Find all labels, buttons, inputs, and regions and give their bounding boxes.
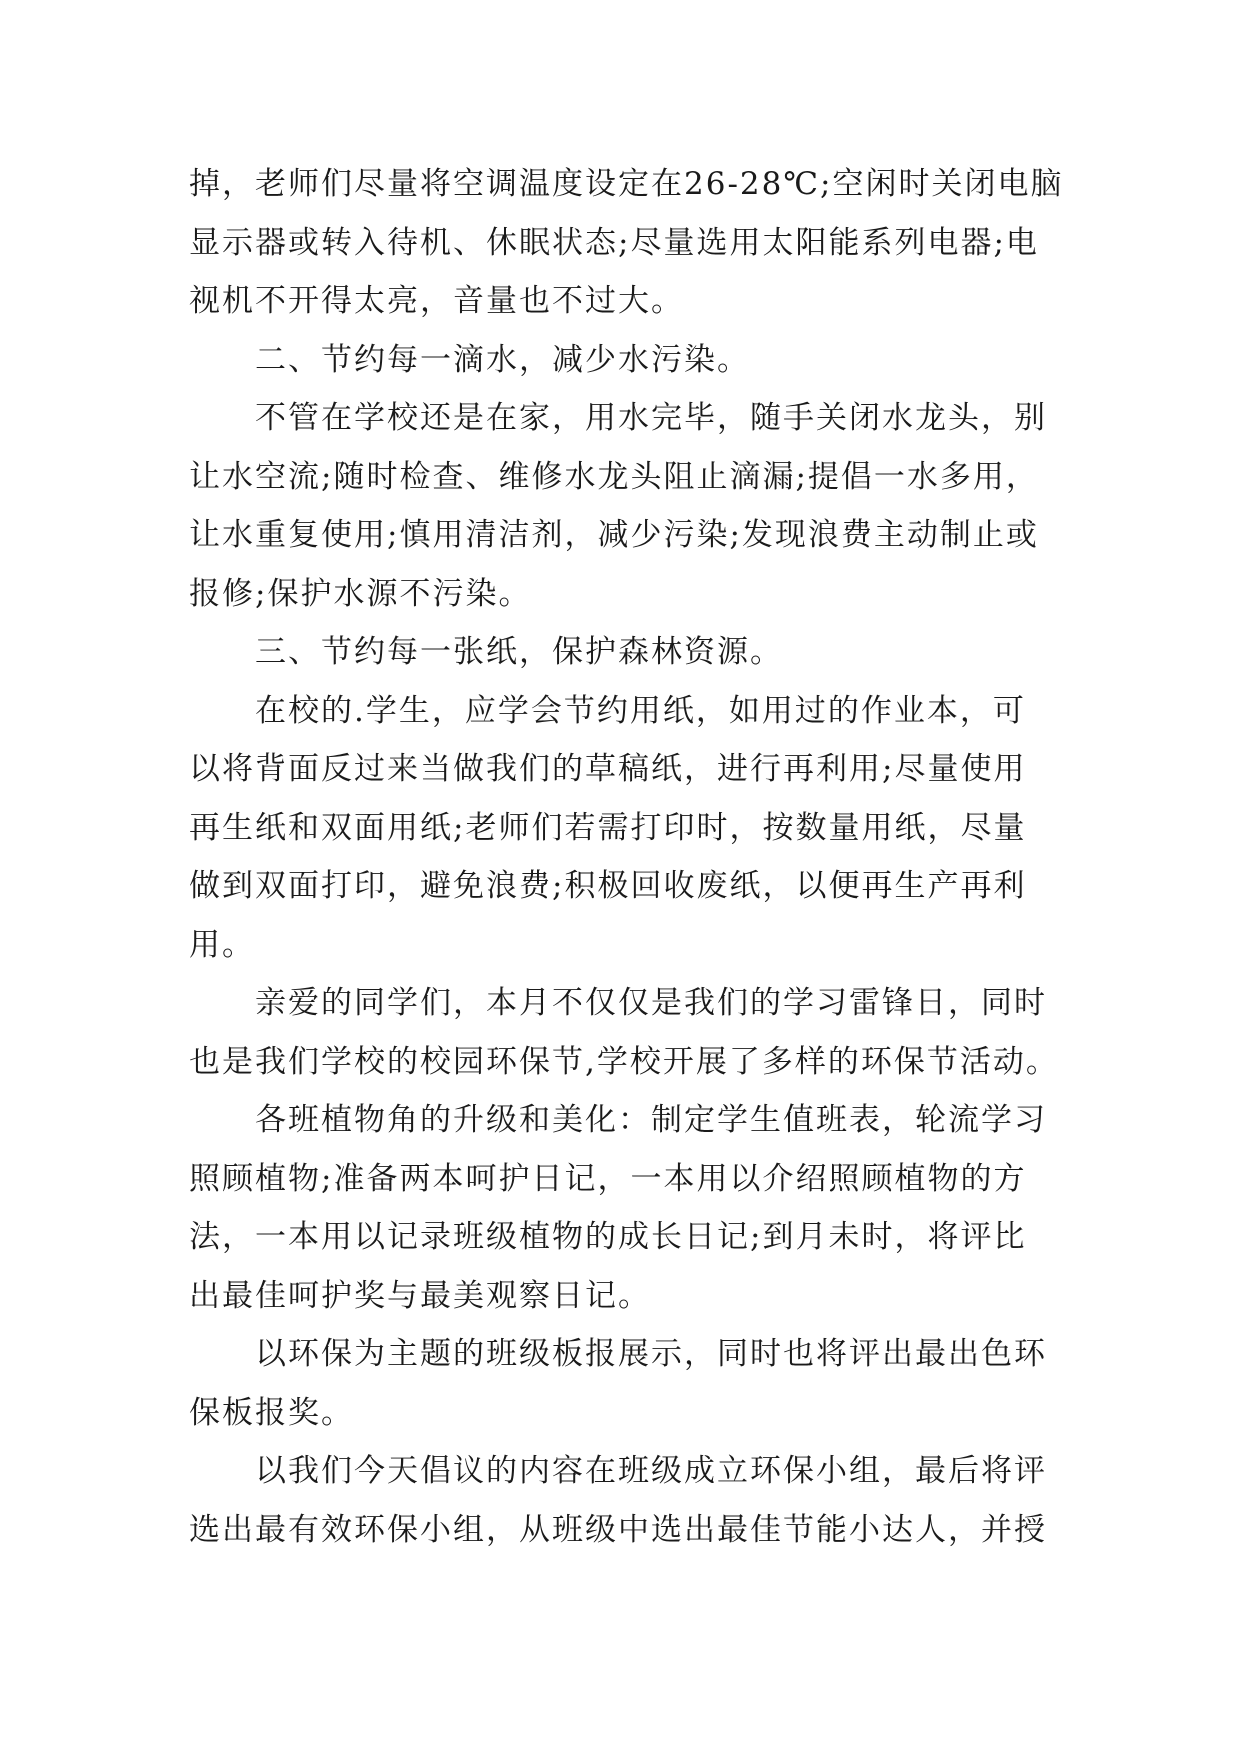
text-line: 保板报奖。 bbox=[189, 1394, 354, 1431]
text-line: 掉，老师们尽量将空调温度设定在26-28℃;空闲时关闭电脑 bbox=[189, 166, 1064, 202]
text-line: 让水空流;随时检查、维修水龙头阻止滴漏;提倡一水多用， bbox=[189, 458, 1039, 495]
text-line: 以将背面反过来当做我们的草稿纸，进行再利用;尽量使用 bbox=[189, 751, 1027, 787]
body-text bbox=[189, 155, 1064, 1559]
text-line: 法，一本用以记录班级植物的成长日记;到月未时，将评比 bbox=[189, 1219, 1027, 1255]
text-line: 在校的.学生，应学会节约用纸，如用过的作业本，可 bbox=[255, 692, 1026, 729]
text-line: 各班植物角的升级和美化：制定学生值班表，轮流学习 bbox=[255, 1102, 1047, 1138]
text-line: 也是我们学校的校园环保节,学校开展了多样的环保节活动。 bbox=[189, 1043, 1059, 1080]
text-line: 视机不开得太亮，音量也不过大。 bbox=[189, 283, 684, 319]
text-line: 做到双面打印，避免浪费;积极回收废纸，以便再生产再利 bbox=[189, 868, 1027, 904]
text-line: 照顾植物;准备两本呵护日记，一本用以介绍照顾植物的方 bbox=[189, 1160, 1027, 1197]
text-line: 显示器或转入待机、休眠状态;尽量选用太阳能系列电器;电 bbox=[189, 224, 1039, 261]
text-line: 不管在学校还是在家，用水完毕，随手关闭水龙头，别 bbox=[255, 400, 1047, 436]
text-line: 让水重复使用;慎用清洁剂，减少污染;发现浪费主动制止或 bbox=[189, 517, 1039, 553]
text-line: 出最佳呵护奖与最美观察日记。 bbox=[189, 1277, 651, 1314]
text-line: 以环保为主题的班级板报展示，同时也将评出最出色环 bbox=[255, 1336, 1047, 1372]
text-line: 用。 bbox=[189, 926, 255, 963]
text-line: 选出最有效环保小组，从班级中选出最佳节能小达人，并授 bbox=[189, 1511, 1047, 1548]
text-line: 亲爱的同学们，本月不仅仅是我们的学习雷锋日，同时 bbox=[255, 985, 1047, 1021]
section-heading-paper: 三、节约每一张纸，保护森林资源。 bbox=[255, 634, 783, 670]
text-line: 报修;保护水源不污染。 bbox=[189, 575, 532, 612]
text-line: 以我们今天倡议的内容在班级成立环保小组，最后将评 bbox=[255, 1453, 1047, 1489]
text-line: 再生纸和双面用纸;老师们若需打印时，按数量用纸，尽量 bbox=[189, 809, 1027, 846]
section-heading-water: 二、节约每一滴水，减少水污染。 bbox=[255, 341, 750, 378]
